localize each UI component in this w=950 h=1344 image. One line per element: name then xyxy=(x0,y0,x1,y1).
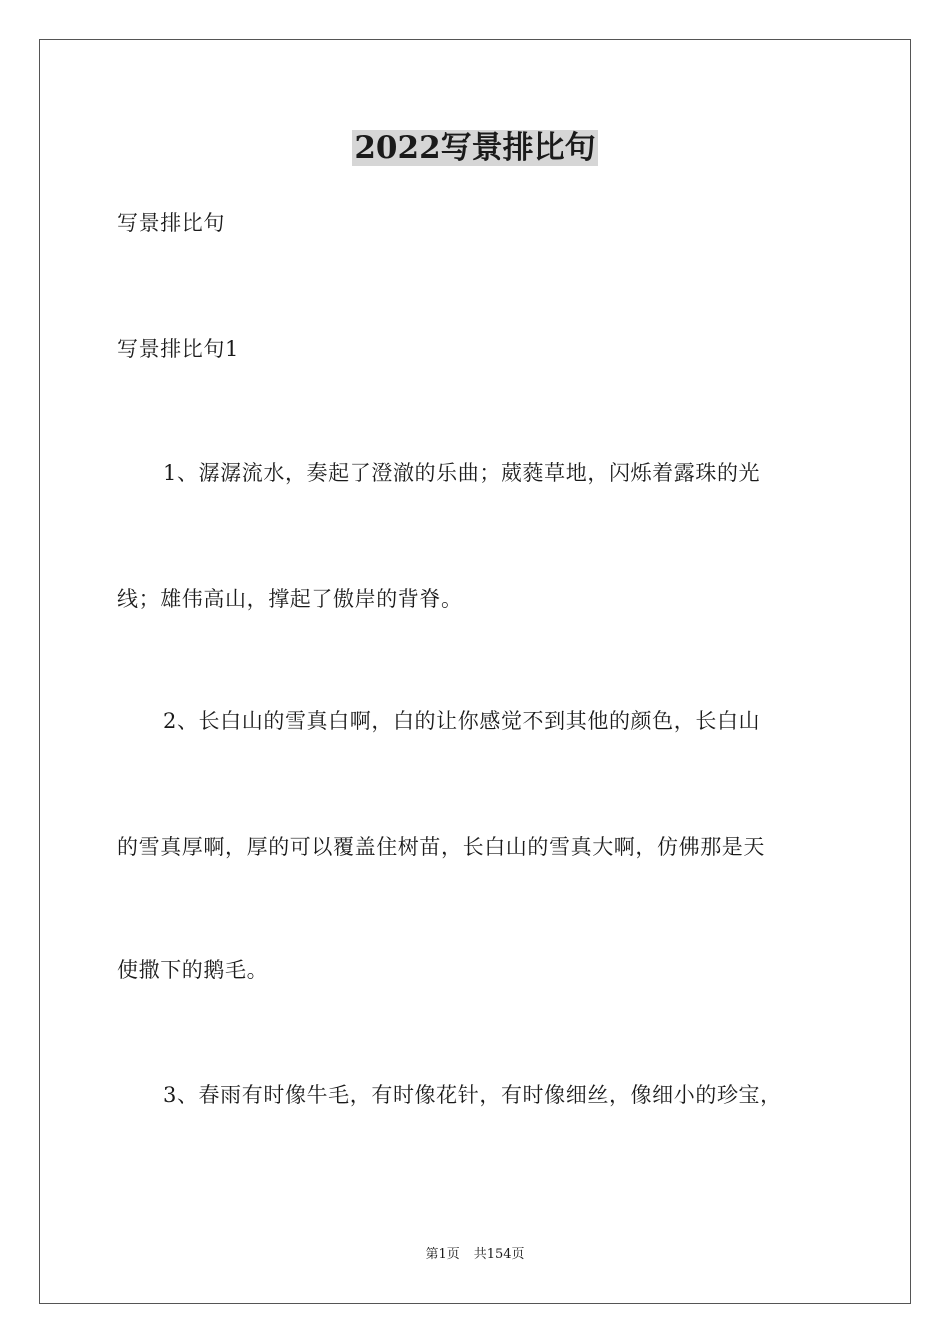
section-heading: 写景排比句1 xyxy=(117,337,239,361)
paragraph-line: 使撒下的鹅毛。 xyxy=(117,958,269,982)
paragraph-line: 3、春雨有时像牛毛，有时像花针，有时像细丝，像细小的珍宝， xyxy=(163,1083,782,1107)
document-title-text: 2022写景排比句 xyxy=(354,130,596,166)
paragraph-line: 的雪真厚啊，厚的可以覆盖住树苗，长白山的雪真大啊，仿佛那是天 xyxy=(117,835,765,859)
page-footer xyxy=(0,1246,950,1264)
paragraph-line: 线；雄伟高山，撑起了傲岸的背脊。 xyxy=(117,587,463,611)
page-number: 第1页 xyxy=(425,1247,460,1262)
paragraph-line: 1、潺潺流水，奏起了澄澈的乐曲；葳蕤草地，闪烁着露珠的光 xyxy=(163,461,761,485)
page-total: 共154页 xyxy=(473,1247,525,1262)
document-subtitle: 写景排比句 xyxy=(117,211,225,235)
document-title xyxy=(0,126,950,170)
paragraph-line: 2、长白山的雪真白啊，白的让你感觉不到其他的颜色，长白山 xyxy=(163,709,761,733)
